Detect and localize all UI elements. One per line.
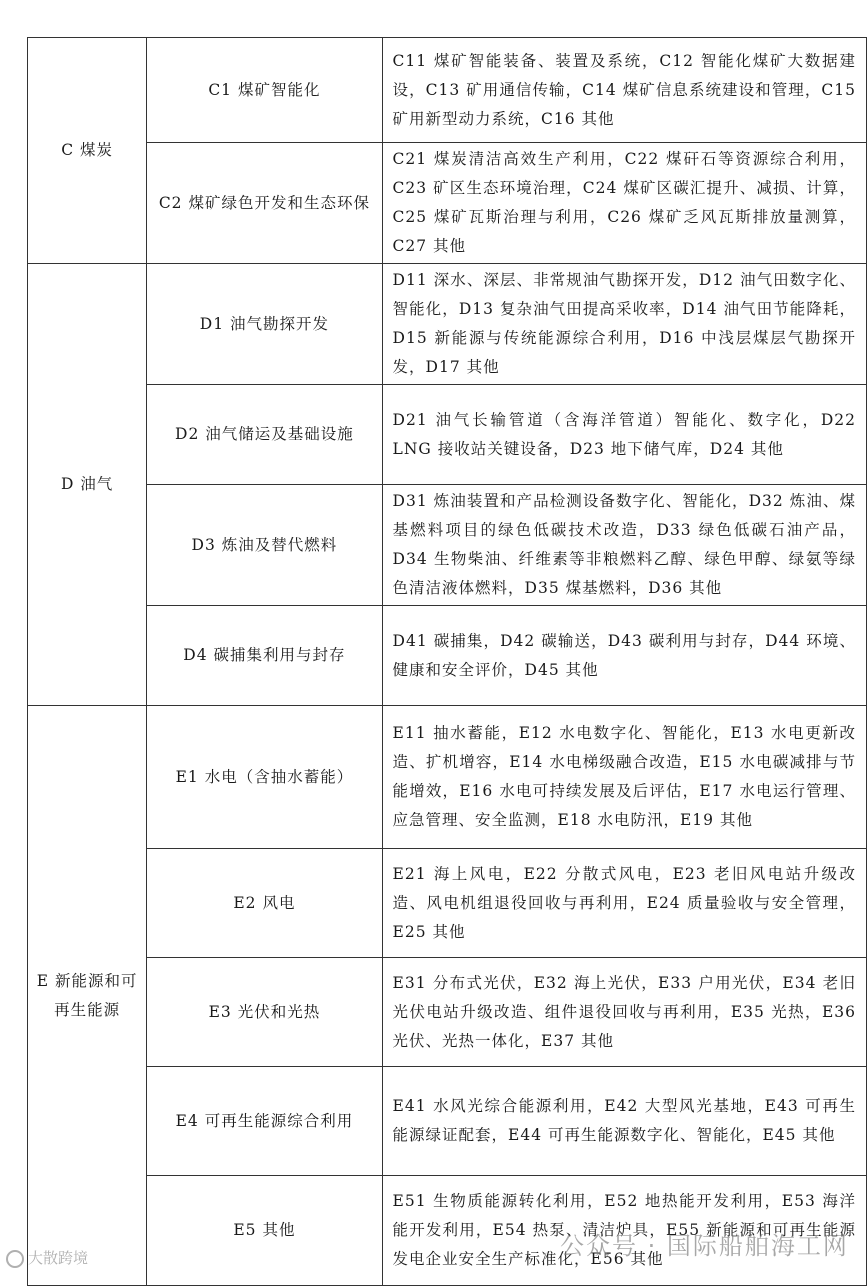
watermark-left-text: 大散跨境 [28,1249,89,1267]
description-cell: E51 生物质能源转化利用，E52 地热能开发利用，E53 海洋能开发利用，E54 热泵、清洁炉具，E55 新能源和可再生能源发电企业安全生产标准化，E56 其他 [382,1176,866,1286]
table-row [28,1067,867,1176]
category-cell: D 油气 [28,264,147,706]
category-table [27,37,867,1286]
description-cell: E31 分布式光伏，E32 海上光伏，E33 户用光伏，E34 老旧光伏电站升级改造、组件退役回收与再利用，E35 光热，E36 光伏、光热一体化，E37 其他 [382,958,866,1067]
table-row [28,706,867,849]
watermark-left [6,1247,88,1268]
description-cell: E11 抽水蓄能，E12 水电数字化、智能化，E13 水电更新改造、扩机增容，E14 水电梯级融合改造，E15 水电碳减排与节能增效，E16 水电可持续发展及后评估，E17 水电运行管理、应急管理、安全监测，E18 水电防汛，E19 其他 [382,706,866,849]
subcategory-cell: D4 碳捕集利用与封存 [147,606,382,706]
subcategory-cell: D2 油气储运及基础设施 [147,385,382,485]
table-row [28,38,867,143]
subcategory-cell: E3 光伏和光热 [147,958,382,1067]
subcategory-cell: E1 水电（含抽水蓄能） [147,706,382,849]
table-row [28,485,867,606]
category-cell: E 新能源和可再生能源 [28,706,147,1286]
description-cell: E21 海上风电，E22 分散式风电，E23 老旧风电站升级改造、风电机组退役回收与再利用，E24 质量验收与安全管理，E25 其他 [382,849,866,958]
description-cell: D31 炼油装置和产品检测设备数字化、智能化，D32 炼油、煤基燃料项目的绿色低碳技术改造，D33 绿色低碳石油产品，D34 生物柴油、纤维素等非粮燃料乙醇、绿色甲醇、绿氨等绿色清洁液体燃料，D35 煤基燃料，D36 其他 [382,485,866,606]
category-cell: C 煤炭 [28,38,147,264]
table-row [28,606,867,706]
table-row [28,143,867,264]
subcategory-cell: D1 油气勘探开发 [147,264,382,385]
subcategory-cell: C1 煤矿智能化 [147,38,382,143]
description-cell: D41 碳捕集，D42 碳输送，D43 碳利用与封存，D44 环境、健康和安全评价，D45 其他 [382,606,866,706]
description-cell: E41 水风光综合能源利用，E42 大型风光基地，E43 可再生能源绿证配套，E44 可再生能源数字化、智能化，E45 其他 [382,1067,866,1176]
table-row [28,958,867,1067]
table-row [28,849,867,958]
subcategory-cell: C2 煤矿绿色开发和生态环保 [147,143,382,264]
subcategory-cell: E2 风电 [147,849,382,958]
table-row [28,385,867,485]
subcategory-cell: E5 其他 [147,1176,382,1286]
subcategory-cell: E4 可再生能源综合利用 [147,1067,382,1176]
description-cell: C11 煤矿智能装备、装置及系统，C12 智能化煤矿大数据建设，C13 矿用通信传输，C14 煤矿信息系统建设和管理，C15 矿用新型动力系统，C16 其他 [382,38,866,143]
table-row [28,264,867,385]
description-cell: D21 油气长输管道（含海洋管道）智能化、数字化，D22 LNG 接收站关键设备，D23 地下储气库，D24 其他 [382,385,866,485]
description-cell: C21 煤炭清洁高效生产利用，C22 煤矸石等资源综合利用，C23 矿区生态环境治理，C24 煤矿区碳汇提升、减损、计算，C25 煤矿瓦斯治理与利用，C26 煤矿乏风瓦斯排放量测算，C27 其他 [382,143,866,264]
description-cell: D11 深水、深层、非常规油气勘探开发，D12 油气田数字化、智能化，D13 复杂油气田提高采收率，D14 油气田节能降耗，D15 新能源与传统能源综合利用，D16 中浅层煤层气勘探开发，D17 其他 [382,264,866,385]
weibo-icon [6,1250,24,1268]
watermark-right: 公众号 · 国际船舶海工网 [560,1232,849,1260]
subcategory-cell: D3 炼油及替代燃料 [147,485,382,606]
